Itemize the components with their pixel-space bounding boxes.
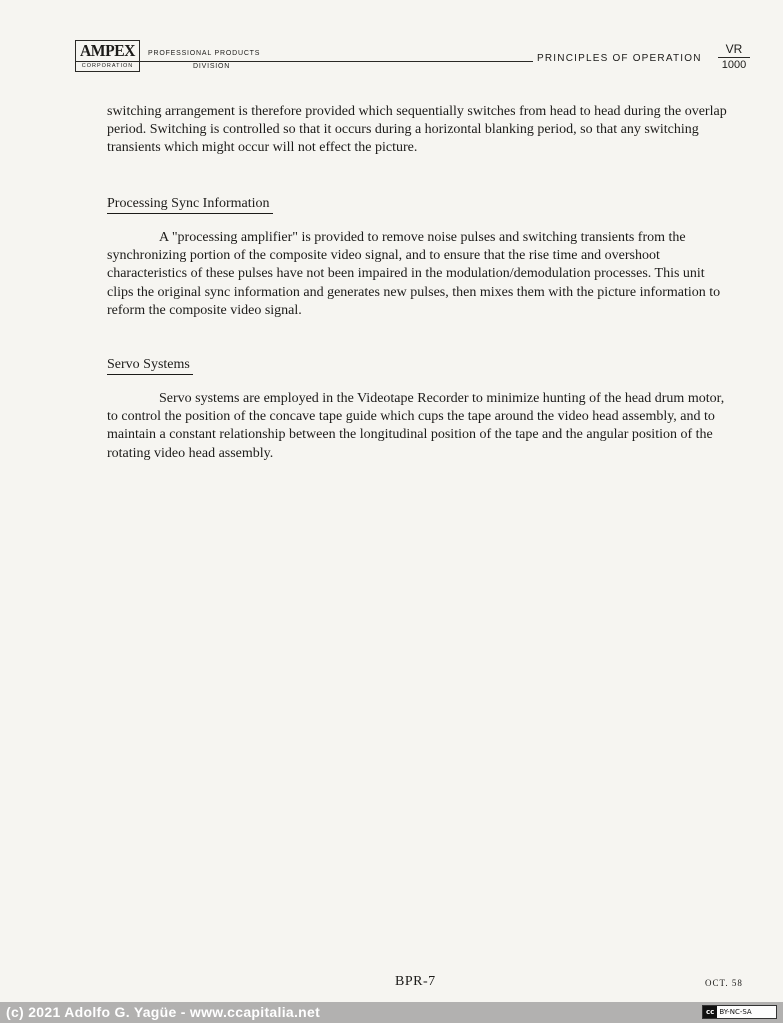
- division-label: [148, 47, 260, 73]
- model-number: [718, 42, 750, 73]
- sync-paragraph-block: [107, 229, 732, 320]
- publication-date: OCT. 58: [705, 978, 743, 988]
- page-number: BPR-7: [395, 974, 436, 989]
- license-badge: [702, 1005, 777, 1019]
- ampex-logo: [75, 40, 140, 72]
- servo-paragraph: Servo systems are employed in the Videotape Recorder to minimize hunting of the head drum motor, to control the position of the concave tape guide which cups the tape around the video head assembly, and to maintain a constant relationship between the longitudinal position of the tape and the angular position of the rotating video head assembly.: [107, 391, 725, 461]
- division-line-1: PROFESSIONAL PRODUCTS: [148, 50, 261, 57]
- header-rule: [140, 61, 533, 62]
- section-title: PRINCIPLES OF OPERATION: [537, 53, 702, 64]
- heading-sync: Processing Sync Information: [107, 195, 273, 214]
- watermark-text: (c) 2021 Adolfo G. Yagüe - www.ccapitalia.net: [6, 1004, 321, 1020]
- logo-wordmark: AMPEX: [79, 41, 136, 60]
- license-terms: BY-NC-SA: [719, 1008, 752, 1016]
- model-bottom: 1000: [718, 57, 750, 73]
- logo-subtitle: CORPORATION: [76, 61, 139, 71]
- intro-paragraph-block: [107, 103, 732, 158]
- heading-servo: Servo Systems: [107, 356, 193, 375]
- division-line-2: DIVISION: [193, 63, 231, 70]
- intro-paragraph: switching arrangement is therefore provided which sequentially switches from head to head during the overlap period. Switching is controlled so that it occurs during a horizontal blanking period, so that any switching transients which might occur will not effect the picture.: [107, 104, 727, 156]
- sync-paragraph: A "processing amplifier" is provided to remove noise pulses and switching transients from the synchronizing portion of the composite video signal, and to ensure that the rise time and overshoot characteristics of these pulses have not been impaired in the modulation/demodulation processes. This unit clips the original sync information and generates new pulses, then mixes them with the picture information to reform the composite video signal.: [107, 230, 721, 318]
- cc-icon: cc: [703, 1006, 717, 1018]
- model-top: VR: [725, 42, 743, 56]
- watermark-bar: [0, 1002, 783, 1023]
- servo-paragraph-block: [107, 390, 732, 463]
